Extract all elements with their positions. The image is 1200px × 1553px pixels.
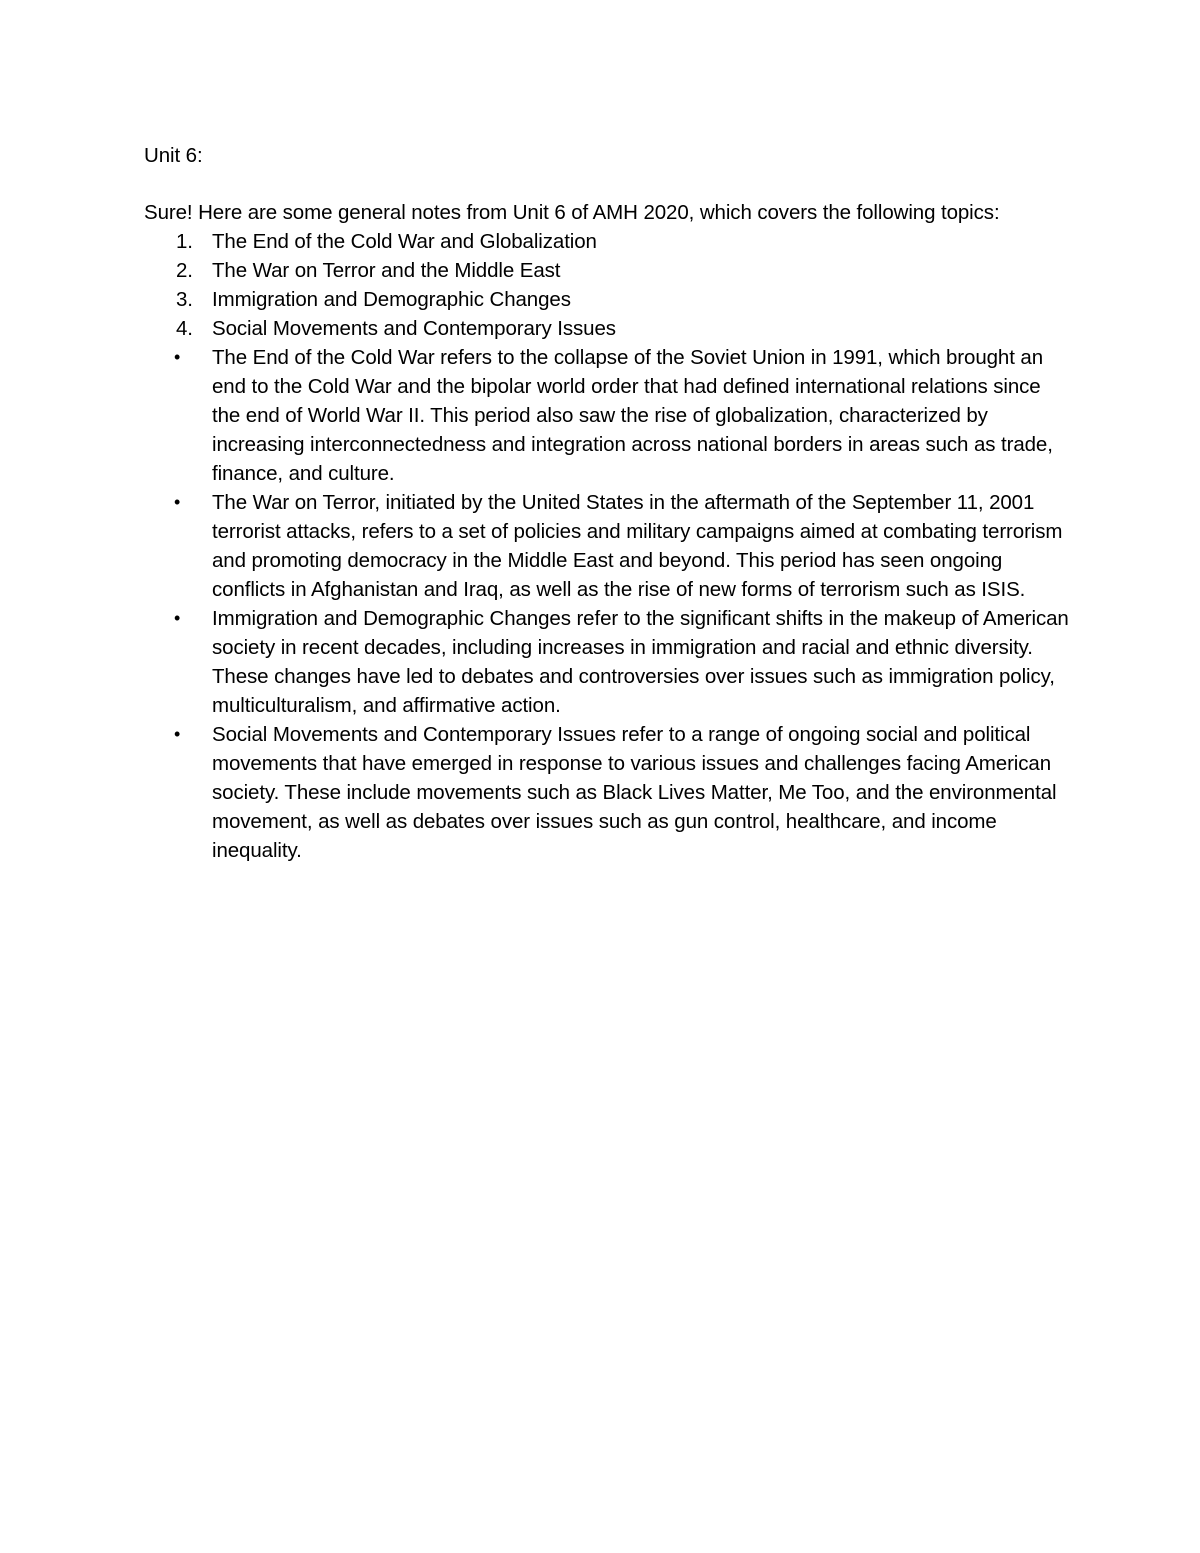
bullet-marker: • <box>174 492 181 512</box>
bullet-list-item <box>144 720 1074 865</box>
list-number: 3. <box>176 288 193 311</box>
list-item-text: The End of the Cold War and Globalization <box>212 230 597 253</box>
list-number: 2. <box>176 259 193 282</box>
bullet-text: Social Movements and Contemporary Issues refer to a range of ongoing social and political movements that have emerged in response to various issues and challenges facing American society. These include movements such as Black Lives Matter, Me Too, and the environmental movement, as well as debates over issues such as gun control, healthcare, and income inequality. <box>212 723 1057 862</box>
bullet-text: The War on Terror, initiated by the United States in the aftermath of the September 11, 2001 terrorist attacks, refers to a set of policies and military campaigns aimed at combating terrorism and promoting democracy in the Middle East and beyond. This period has seen ongoing conflicts in Afghanistan and Iraq, as well as the rise of new forms of terrorism such as ISIS. <box>212 491 1063 601</box>
bullet-text: The End of the Cold War refers to the collapse of the Soviet Union in 1991, which brought an end to the Cold War and the bipolar world order that had defined international relations since the end of World War II. This period also saw the rise of globalization, characterized by increasing interconnectedness and integration across national borders in areas such as trade, finance, and culture. <box>212 346 1053 485</box>
bullet-marker: • <box>174 347 181 367</box>
numbered-list-item <box>144 314 1074 343</box>
bullet-list-item <box>144 604 1074 720</box>
numbered-list-item <box>144 285 1074 314</box>
numbered-topic-list <box>144 227 1074 343</box>
page-title: Unit 6: <box>144 144 203 167</box>
bullet-list-item <box>144 343 1074 488</box>
blank-line <box>144 170 1074 198</box>
numbered-list-item <box>144 256 1074 285</box>
document-content <box>144 141 1074 865</box>
numbered-list-item <box>144 227 1074 256</box>
bullet-text: Immigration and Demographic Changes refer to the significant shifts in the makeup of American society in recent decades, including increases in immigration and racial and ethnic diversity. These changes have led to debates and controversies over issues such as immigration policy, multiculturalism, and affirmative action. <box>212 607 1069 717</box>
list-item-text: Immigration and Demographic Changes <box>212 288 571 311</box>
bullet-marker: • <box>174 608 181 628</box>
bullet-marker: • <box>174 724 181 744</box>
list-number: 4. <box>176 317 193 340</box>
list-item-text: Social Movements and Contemporary Issues <box>212 317 616 340</box>
list-number: 1. <box>176 230 193 253</box>
bullet-notes-list <box>144 343 1074 865</box>
bullet-list-item <box>144 488 1074 604</box>
list-item-text: The War on Terror and the Middle East <box>212 259 561 282</box>
intro-paragraph: Sure! Here are some general notes from Unit 6 of AMH 2020, which covers the following topics: <box>144 201 1000 224</box>
